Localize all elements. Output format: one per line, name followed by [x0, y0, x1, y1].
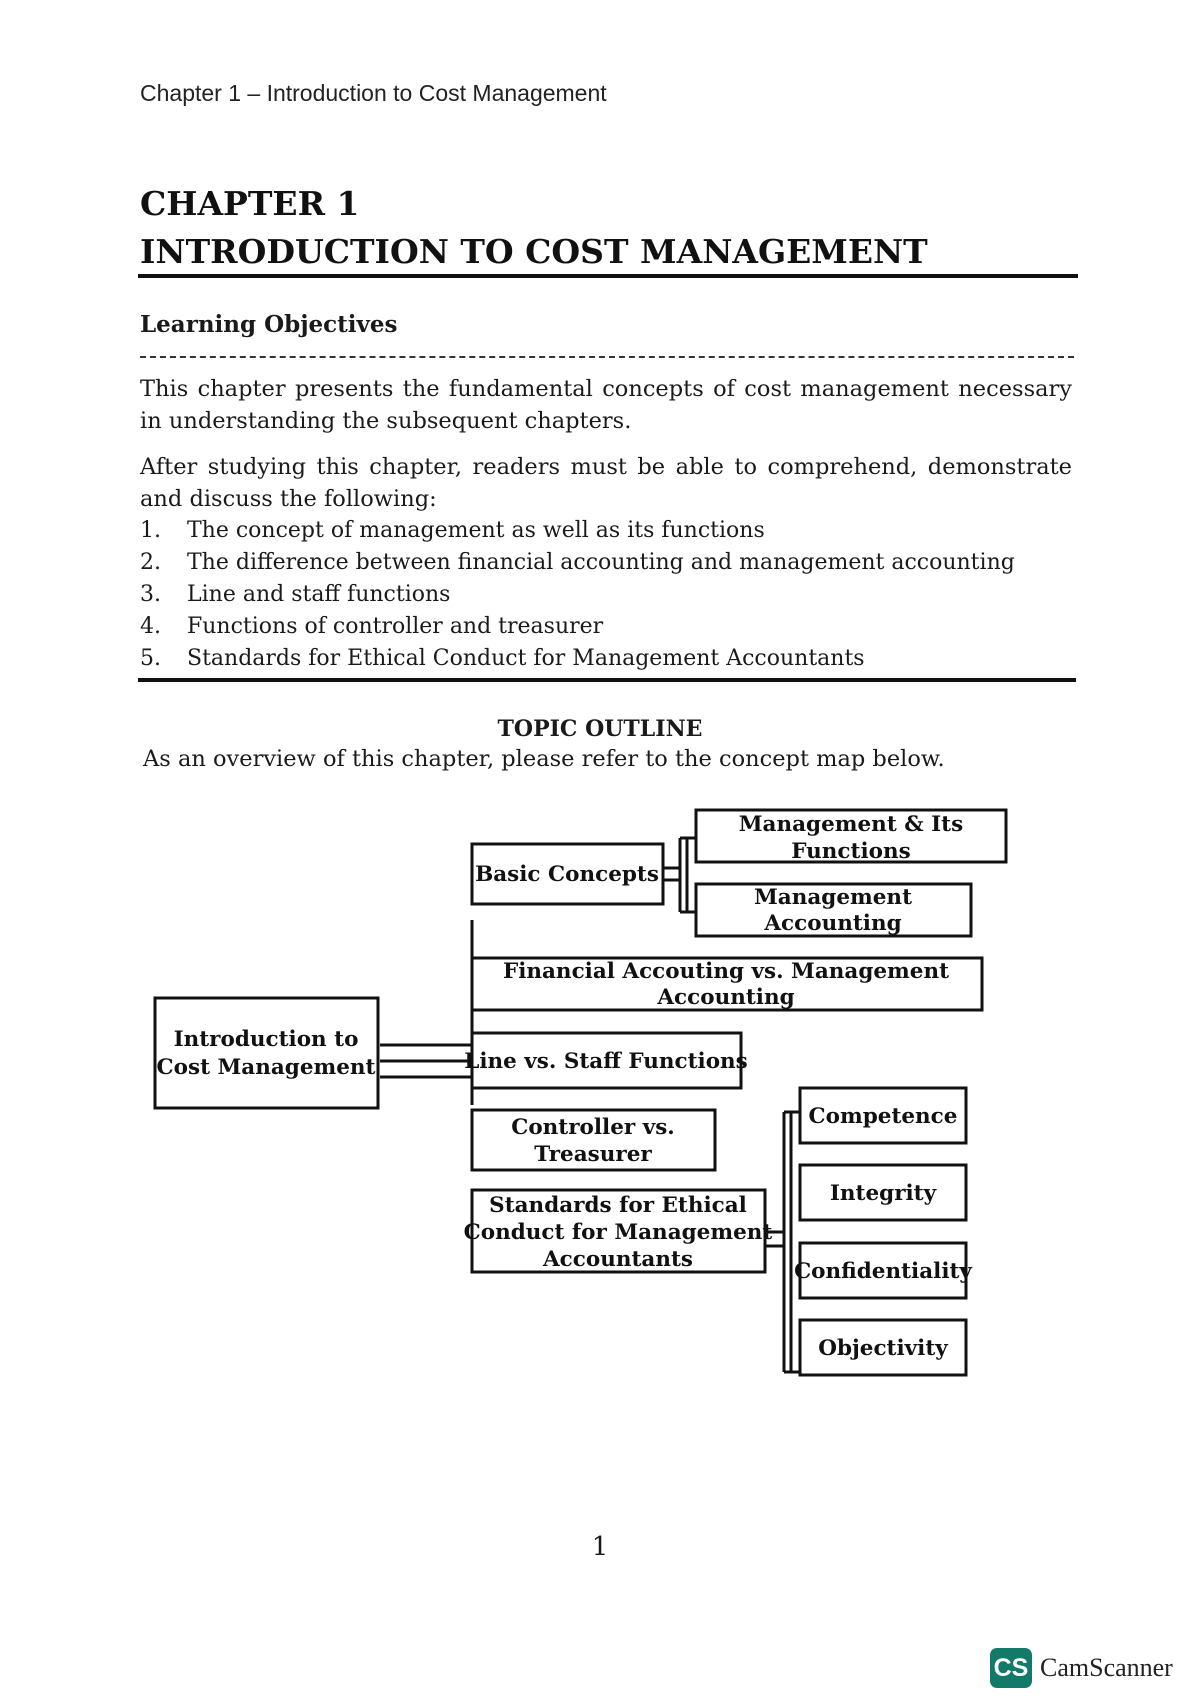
list-text: Standards for Ethical Conduct for Management Accountants — [187, 646, 865, 671]
page-number: 1 — [591, 1532, 609, 1562]
camscanner-name: CamScanner — [1040, 1653, 1173, 1682]
learning-objectives-heading: Learning Objectives — [140, 311, 398, 338]
root-box — [155, 998, 378, 1108]
confidentiality-label: Confidentiality — [794, 1259, 972, 1284]
chapter-number: CHAPTER 1 — [140, 184, 360, 223]
list-number: 1. — [140, 518, 161, 543]
root-label: Cost Management — [156, 1055, 376, 1080]
fin-vs-mgmt-label: Financial Accouting vs. Management — [502, 959, 950, 984]
management-functions-label: Management & Its — [738, 812, 964, 837]
list-text: Line and staff functions — [187, 582, 451, 607]
standards-label: Conduct for Management — [463, 1220, 773, 1245]
camscanner-logo-icon: CS — [990, 1648, 1032, 1688]
management-accounting-label: Management — [754, 885, 912, 910]
standards-label: Standards for Ethical — [489, 1193, 747, 1218]
management-accounting-label: Accounting — [764, 911, 902, 936]
integrity-label: Integrity — [829, 1181, 937, 1206]
list-text: Functions of controller and treasurer — [187, 614, 604, 639]
standards-label: Accountants — [543, 1247, 693, 1272]
objectives-lead-in: After studying this chapter, readers must be able to comprehend, demonstrate and discuss the following: — [140, 454, 1072, 512]
root-label: Introduction to — [173, 1027, 359, 1052]
line-staff-label: Line vs. Staff Functions — [464, 1049, 748, 1074]
topic-outline-title: TOPIC OUTLINE — [497, 716, 703, 742]
running-header: Chapter 1 – Introduction to Cost Management — [140, 80, 607, 106]
list-number: 4. — [140, 614, 161, 639]
topic-outline-intro: As an overview of this chapter, please refer to the concept map below. — [143, 746, 945, 772]
list-number: 5. — [140, 646, 161, 671]
management-functions-label: Functions — [791, 839, 911, 864]
list-text: The concept of management as well as its functions — [187, 518, 765, 543]
competence-label: Competence — [808, 1104, 958, 1129]
controller-treasurer-label: Controller vs. — [511, 1115, 675, 1140]
chapter-name: INTRODUCTION TO COST MANAGEMENT — [140, 232, 928, 271]
list-number: 3. — [140, 582, 161, 607]
objectivity-label: Objectivity — [818, 1336, 948, 1361]
list-number: 2. — [140, 550, 161, 575]
basic-concepts-label: Basic Concepts — [475, 862, 659, 887]
list-text: The difference between financial accounting and management accounting — [187, 550, 1015, 575]
objectives-intro: This chapter presents the fundamental concepts of cost management necessary in understanding the subsequent chapters. — [140, 376, 1072, 434]
controller-treasurer-label: Treasurer — [534, 1142, 652, 1167]
camscanner-watermark — [990, 1648, 1173, 1688]
fin-vs-mgmt-label: Accounting — [657, 985, 795, 1010]
